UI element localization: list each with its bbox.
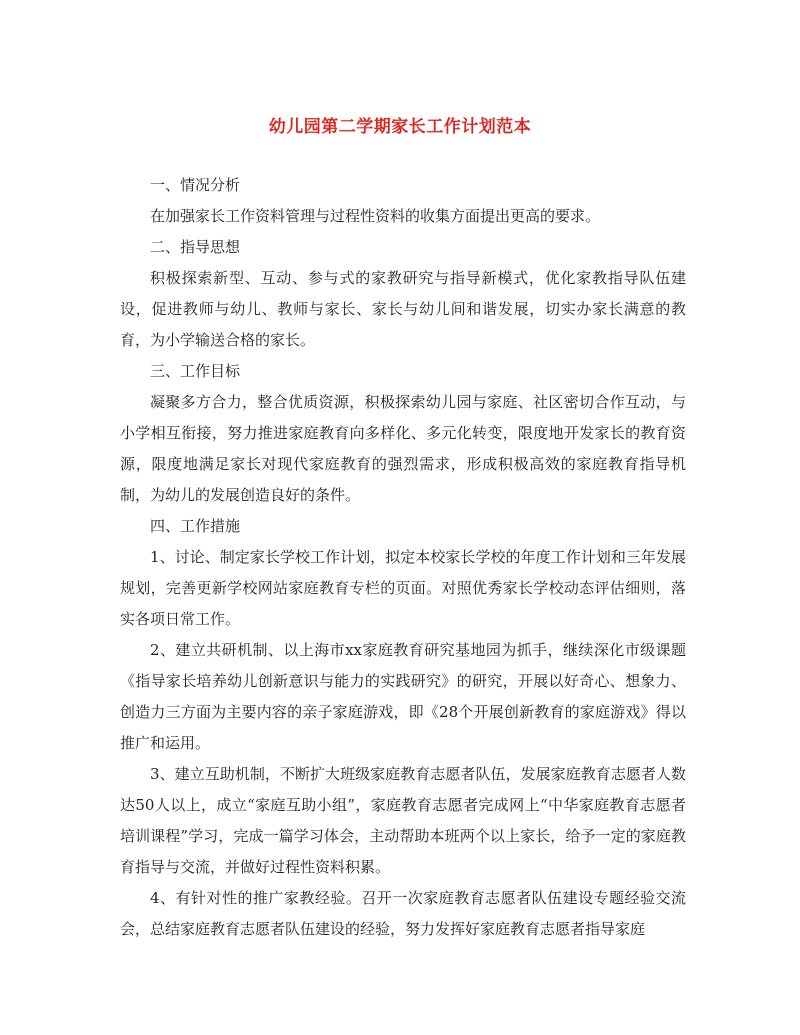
paragraph: 2、建立共研机制、以上海市xx家庭教育研究基地园为抓手，继续深化市级课题《指导家长培养幼儿创新意识与能力的实践研究》的研究，开展以好奇心、想象力、创造力三方面为主要内容的亲子家庭游戏，即《28个开展创新教育的家庭游戏》得以推广和运用。 [120, 641, 686, 752]
section-heading: 一、情况分析 [150, 176, 241, 194]
paragraph: 在加强家长工作资料管理与过程性资料的收集方面提出更高的要求。 [150, 207, 601, 225]
document-body [120, 170, 686, 945]
paragraph: 积极探索新型、互动、参与式的家教研究与指导新模式，优化家教指导队伍建设，促进教师与幼儿、教师与家长、家长与幼儿间和谐发展，切实办家长满意的教育，为小学输送合格的家长。 [120, 269, 686, 349]
paragraph: 凝聚多方合力，整合优质资源，积极探索幼儿园与家庭、社区密切合作互动，与小学相互衔接，努力推进家庭教育向多样化、多元化转变，限度地开发家长的教育资源，限度地满足家长对现代家庭教育的强烈需求，形成积极高效的家庭教育指导机制，为幼儿的发展创造良好的条件。 [120, 393, 686, 504]
paragraph: 1、讨论、制定家长学校工作计划，拟定本校家长学校的年度工作计划和三年发展规划，完善更新学校网站家庭教育专栏的页面。对照优秀家长学校动态评估细则，落实各项日常工作。 [120, 548, 686, 628]
section-heading: 二、指导思想 [150, 238, 241, 256]
paragraph: 4、有针对性的推广家教经验。召开一次家庭教育志愿者队伍建设专题经验交流会，总结家庭教育志愿者队伍建设的经验，努力发挥好家庭教育志愿者指导家庭 [120, 889, 686, 938]
paragraph: 3、建立互助机制，不断扩大班级家庭教育志愿者队伍，发展家庭教育志愿者人数达50人以上，成立“家庭互助小组”，家庭教育志愿者完成网上“中华家庭教育志愿者培训课程”学习，完成一篇学习体会，主动帮助本班两个以上家长，给予一定的家庭教育指导与交流，并做好过程性资料积累。 [120, 765, 686, 876]
section-heading: 三、工作目标 [150, 362, 241, 380]
document-title: 幼儿园第二学期家长工作计划范本 [268, 117, 532, 137]
section-heading: 四、工作措施 [150, 517, 241, 535]
